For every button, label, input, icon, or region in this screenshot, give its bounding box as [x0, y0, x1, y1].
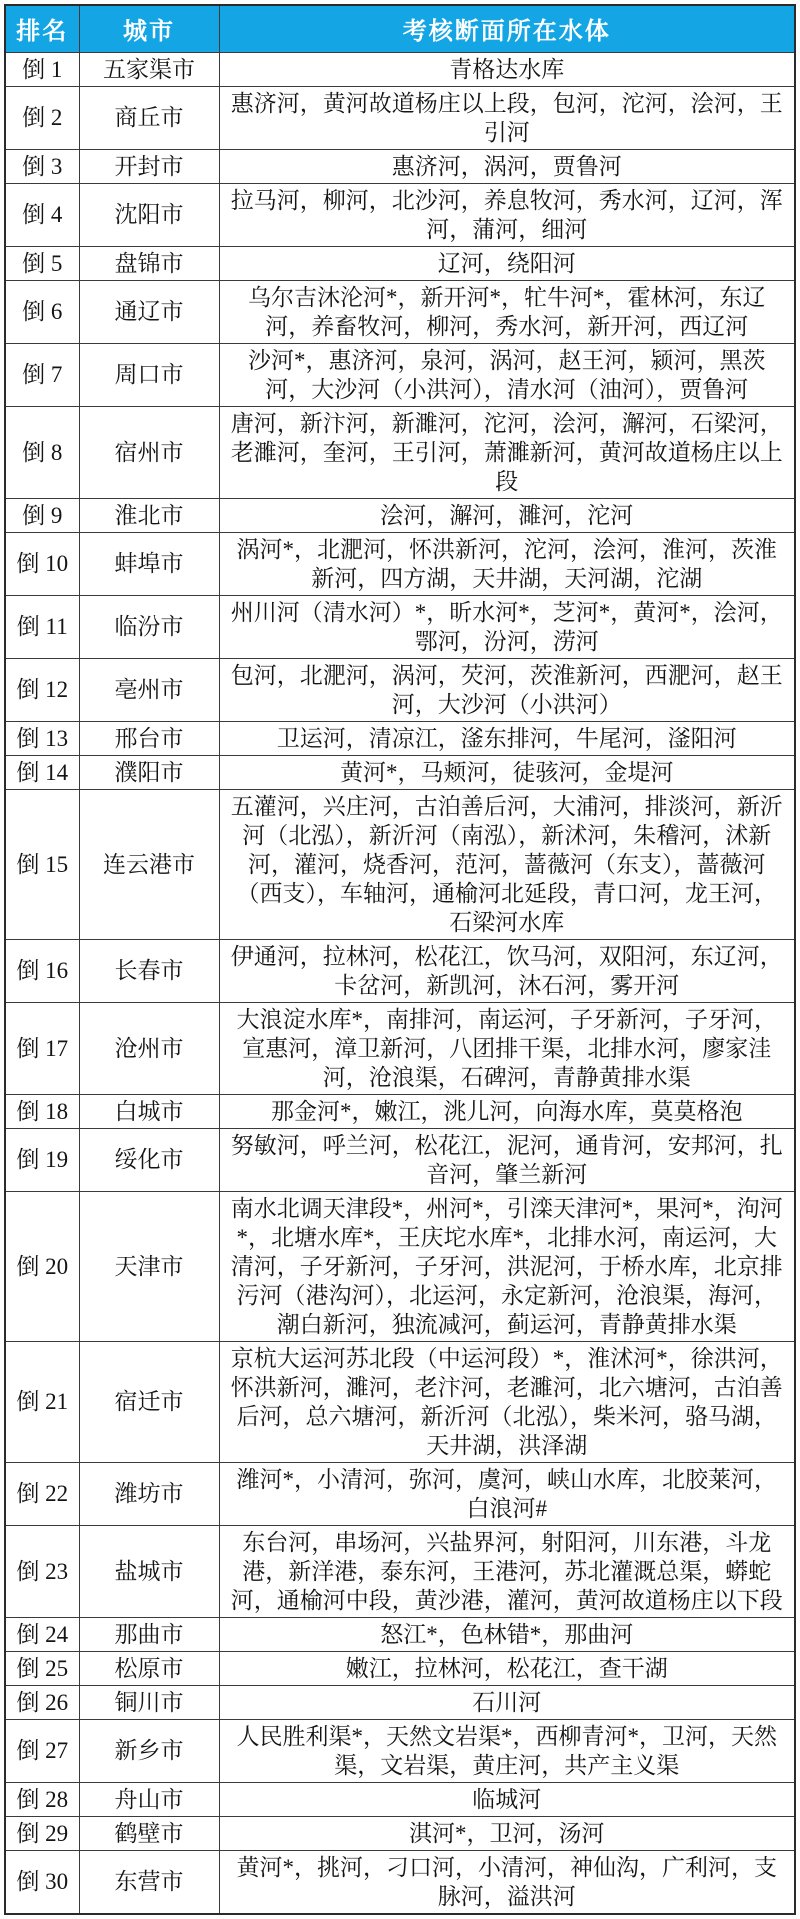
waters-cell: 伊通河，拉林河，松花江，饮马河，双阳河，东辽河，卡岔河，新凯河，沐石河，雾开河	[219, 939, 795, 1002]
city-water-ranking-table	[4, 4, 796, 1915]
city-cell: 亳州市	[79, 658, 219, 721]
city-cell: 鹤壁市	[79, 1816, 219, 1850]
waters-cell: 州川河（清水河）*，昕水河*，芝河*，黄河*，浍河，鄂河，汾河，涝河	[219, 595, 795, 658]
table-row	[5, 1850, 795, 1914]
rank-cell: 倒 26	[5, 1685, 79, 1719]
table-row	[5, 789, 795, 939]
waters-cell: 辽河，绕阳河	[219, 246, 795, 280]
city-cell: 东营市	[79, 1850, 219, 1914]
table-row	[5, 149, 795, 183]
header-waters: 考核断面所在水体	[219, 5, 795, 52]
rank-cell: 倒 30	[5, 1850, 79, 1914]
city-cell: 长春市	[79, 939, 219, 1002]
table-row	[5, 1617, 795, 1651]
city-cell: 沧州市	[79, 1002, 219, 1094]
table-row	[5, 1094, 795, 1128]
table-row	[5, 1341, 795, 1462]
rank-cell: 倒 18	[5, 1094, 79, 1128]
rank-cell: 倒 24	[5, 1617, 79, 1651]
table-row	[5, 406, 795, 498]
city-cell: 白城市	[79, 1094, 219, 1128]
city-cell: 通辽市	[79, 280, 219, 343]
waters-cell: 大浪淀水库*，南排河，南运河，子牙新河，子牙河，宣惠河，漳卫新河，八团排干渠，北排水河，廖家洼河，沧浪渠，石碑河，青静黄排水渠	[219, 1002, 795, 1094]
city-cell: 天津市	[79, 1191, 219, 1341]
table-row	[5, 939, 795, 1002]
waters-cell: 临城河	[219, 1782, 795, 1816]
table-row	[5, 1651, 795, 1685]
waters-cell: 唐河，新汴河，新濉河，沱河，浍河，澥河，石梁河，老濉河，奎河，王引河，萧濉新河，黄河故道杨庄以上段	[219, 406, 795, 498]
city-cell: 盐城市	[79, 1525, 219, 1617]
waters-cell: 包河，北淝河，涡河，芡河，茨淮新河，西淝河，赵王河，大沙河（小洪河）	[219, 658, 795, 721]
waters-cell: 五灌河，兴庄河，古泊善后河，大浦河，排淡河，新沂河（北泓），新沂河（南泓），新沭河，朱稽河，沭新河，灌河，烧香河，范河，蔷薇河（东支），蔷薇河（西支），车轴河，通榆河北延段，青口河，龙王河，石梁河水库	[219, 789, 795, 939]
table-row	[5, 498, 795, 532]
city-cell: 盘锦市	[79, 246, 219, 280]
table-header	[5, 5, 795, 52]
rank-cell: 倒 23	[5, 1525, 79, 1617]
rank-cell: 倒 29	[5, 1816, 79, 1850]
rank-cell: 倒 17	[5, 1002, 79, 1094]
rank-cell: 倒 9	[5, 498, 79, 532]
city-cell: 铜川市	[79, 1685, 219, 1719]
rank-cell: 倒 27	[5, 1719, 79, 1782]
waters-cell: 嫩江，拉林河，松花江，查干湖	[219, 1651, 795, 1685]
table-row	[5, 1462, 795, 1525]
waters-cell: 卫运河，清凉江，滏东排河，牛尾河，滏阳河	[219, 721, 795, 755]
header-city: 城市	[79, 5, 219, 52]
city-cell: 濮阳市	[79, 755, 219, 789]
waters-cell: 黄河*，挑河，刁口河，小清河，神仙沟，广利河，支脉河，溢洪河	[219, 1850, 795, 1914]
table-row	[5, 1191, 795, 1341]
waters-cell: 涡河*，北淝河，怀洪新河，沱河，浍河，淮河，茨淮新河，四方湖，天井湖，天河湖，沱湖	[219, 532, 795, 595]
waters-cell: 京杭大运河苏北段（中运河段）*，淮沭河*，徐洪河，怀洪新河，濉河，老汴河，老濉河，北六塘河，古泊善后河，总六塘河，新沂河（北泓），柴米河，骆马湖，天井湖，洪泽湖	[219, 1341, 795, 1462]
header-row	[5, 5, 795, 52]
table-row	[5, 595, 795, 658]
rank-cell: 倒 5	[5, 246, 79, 280]
city-cell: 松原市	[79, 1651, 219, 1685]
rank-cell: 倒 10	[5, 532, 79, 595]
city-cell: 连云港市	[79, 789, 219, 939]
waters-cell: 拉马河，柳河，北沙河，养息牧河，秀水河，辽河，浑河，蒲河，细河	[219, 183, 795, 246]
rank-cell: 倒 14	[5, 755, 79, 789]
waters-cell: 努敏河，呼兰河，松花江，泥河，通肯河，安邦河，扎音河，肇兰新河	[219, 1128, 795, 1191]
table-row	[5, 280, 795, 343]
waters-cell: 淇河*，卫河，汤河	[219, 1816, 795, 1850]
waters-cell: 那金河*，嫩江，洮儿河，向海水库，莫莫格泡	[219, 1094, 795, 1128]
table-row	[5, 86, 795, 149]
city-cell: 宿迁市	[79, 1341, 219, 1462]
city-cell: 淮北市	[79, 498, 219, 532]
city-cell: 宿州市	[79, 406, 219, 498]
table-row	[5, 1525, 795, 1617]
rank-cell: 倒 21	[5, 1341, 79, 1462]
city-cell: 那曲市	[79, 1617, 219, 1651]
table-row	[5, 1816, 795, 1850]
table-row	[5, 1002, 795, 1094]
table-row	[5, 721, 795, 755]
waters-cell: 青格达水库	[219, 52, 795, 86]
city-cell: 潍坊市	[79, 1462, 219, 1525]
waters-cell: 浍河，澥河，濉河，沱河	[219, 498, 795, 532]
table-row	[5, 1128, 795, 1191]
waters-cell: 怒江*，色林错*，那曲河	[219, 1617, 795, 1651]
city-cell: 周口市	[79, 343, 219, 406]
rank-cell: 倒 1	[5, 52, 79, 86]
table-body	[5, 52, 795, 1914]
header-rank: 排名	[5, 5, 79, 52]
table-row	[5, 1685, 795, 1719]
rank-cell: 倒 28	[5, 1782, 79, 1816]
table-row	[5, 755, 795, 789]
table-row	[5, 246, 795, 280]
city-cell: 新乡市	[79, 1719, 219, 1782]
waters-cell: 惠济河，涡河，贾鲁河	[219, 149, 795, 183]
rank-cell: 倒 4	[5, 183, 79, 246]
city-cell: 绥化市	[79, 1128, 219, 1191]
rank-cell: 倒 8	[5, 406, 79, 498]
table-row	[5, 183, 795, 246]
waters-cell: 东台河，串场河，兴盐界河，射阳河，川东港，斗龙港，新洋港，泰东河，王港河，苏北灌溉总渠，蟒蛇河，通榆河中段，黄沙港，灌河，黄河故道杨庄以下段	[219, 1525, 795, 1617]
waters-cell: 潍河*，小清河，弥河，虞河，峡山水库，北胶莱河，白浪河#	[219, 1462, 795, 1525]
table-row	[5, 1719, 795, 1782]
waters-cell: 石川河	[219, 1685, 795, 1719]
rank-cell: 倒 12	[5, 658, 79, 721]
city-cell: 开封市	[79, 149, 219, 183]
city-cell: 沈阳市	[79, 183, 219, 246]
city-cell: 商丘市	[79, 86, 219, 149]
rank-cell: 倒 15	[5, 789, 79, 939]
waters-cell: 乌尔吉沐沦河*，新开河*，牤牛河*，霍林河，东辽河，养畜牧河，柳河，秀水河，新开河，西辽河	[219, 280, 795, 343]
table-row	[5, 52, 795, 86]
table-row	[5, 532, 795, 595]
table-row	[5, 343, 795, 406]
table-row	[5, 658, 795, 721]
city-cell: 蚌埠市	[79, 532, 219, 595]
rank-cell: 倒 2	[5, 86, 79, 149]
city-cell: 舟山市	[79, 1782, 219, 1816]
city-cell: 五家渠市	[79, 52, 219, 86]
rank-cell: 倒 13	[5, 721, 79, 755]
rank-cell: 倒 3	[5, 149, 79, 183]
waters-cell: 惠济河，黄河故道杨庄以上段，包河，沱河，浍河，王引河	[219, 86, 795, 149]
rank-cell: 倒 7	[5, 343, 79, 406]
city-cell: 邢台市	[79, 721, 219, 755]
rank-cell: 倒 6	[5, 280, 79, 343]
waters-cell: 人民胜利渠*，天然文岩渠*，西柳青河*，卫河，天然渠，文岩渠，黄庄河，共产主义渠	[219, 1719, 795, 1782]
rank-cell: 倒 16	[5, 939, 79, 1002]
rank-cell: 倒 19	[5, 1128, 79, 1191]
waters-cell: 沙河*，惠济河，泉河，涡河，赵王河，颍河，黑茨河，大沙河（小洪河），清水河（油河），贾鲁河	[219, 343, 795, 406]
waters-cell: 黄河*，马颊河，徒骇河，金堤河	[219, 755, 795, 789]
rank-cell: 倒 20	[5, 1191, 79, 1341]
rank-cell: 倒 25	[5, 1651, 79, 1685]
city-cell: 临汾市	[79, 595, 219, 658]
rank-cell: 倒 11	[5, 595, 79, 658]
waters-cell: 南水北调天津段*，州河*，引滦天津河*，果河*，泃河*，北塘水库*，王庆坨水库*，北排水河，南运河，大清河，子牙新河，子牙河，洪泥河，于桥水库，北京排污河（港沟河），北运河，永定新河，沧浪渠，海河，潮白新河，独流减河，蓟运河，青静黄排水渠	[219, 1191, 795, 1341]
table-row	[5, 1782, 795, 1816]
rank-cell: 倒 22	[5, 1462, 79, 1525]
